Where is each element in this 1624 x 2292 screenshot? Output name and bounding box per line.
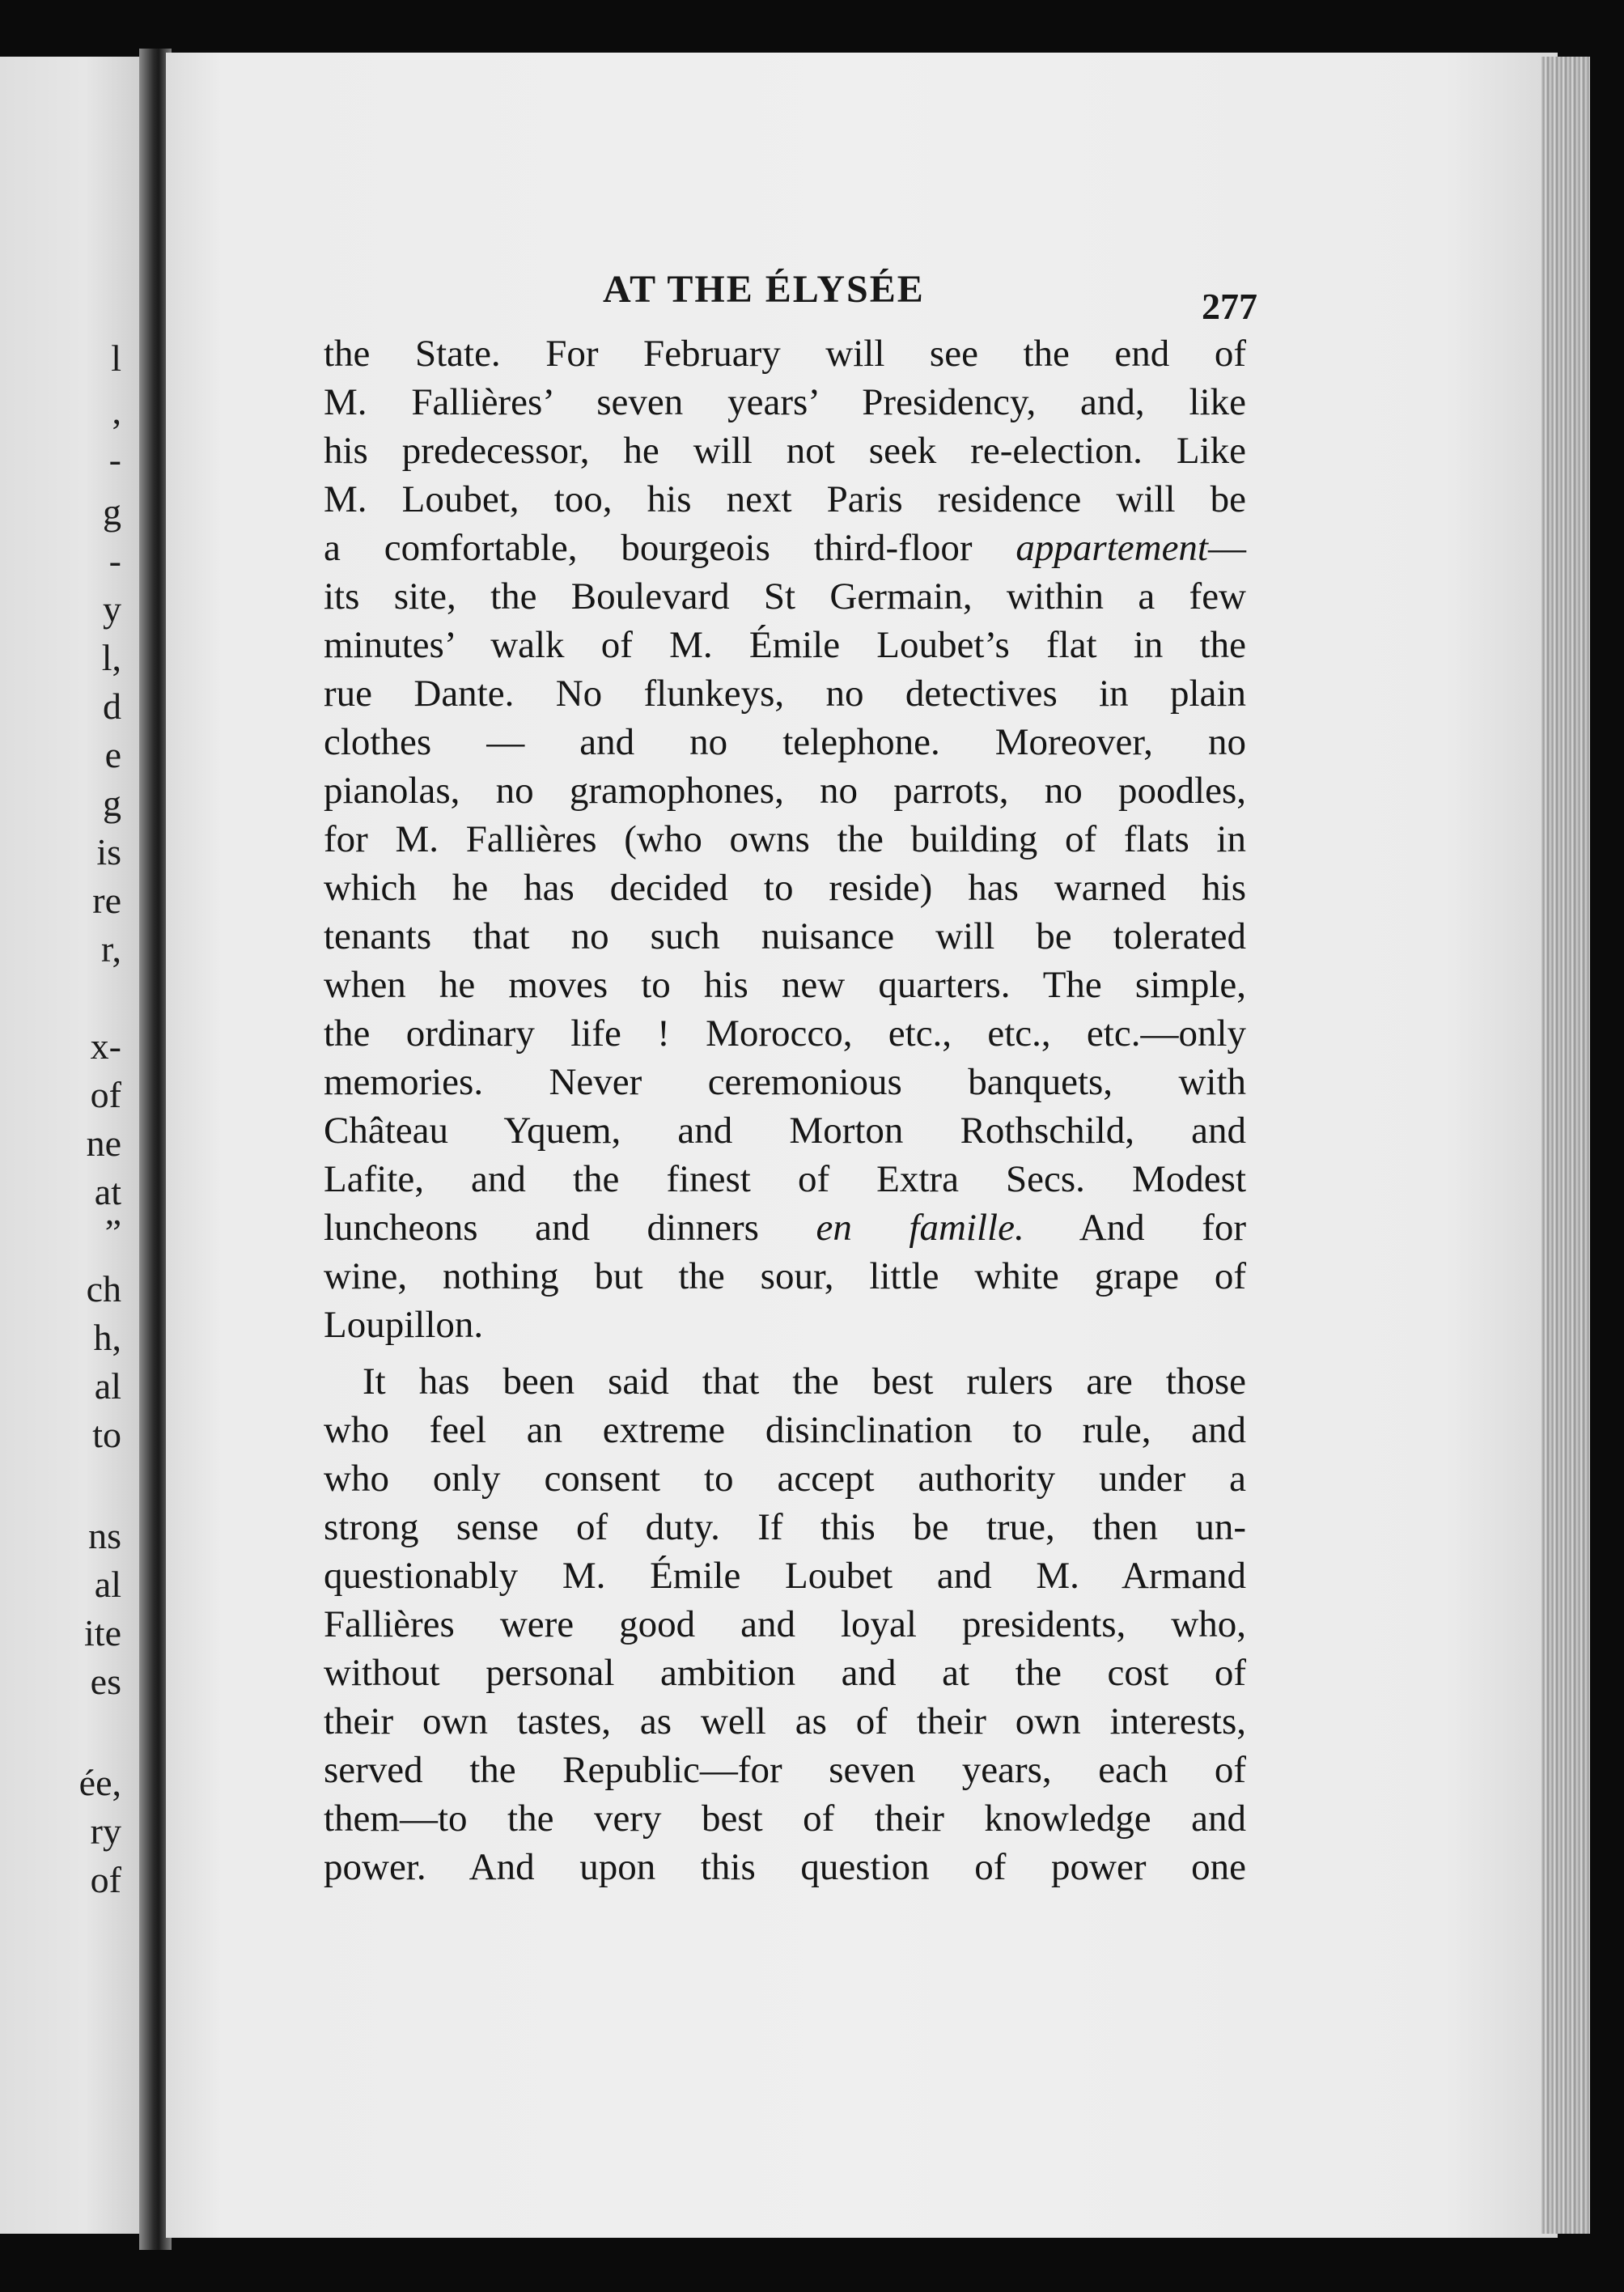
text-line: without personal ambition and at the cost of xyxy=(324,1652,1246,1694)
left-fragment: ” xyxy=(104,1212,121,1253)
left-fragment: ry xyxy=(90,1810,121,1852)
left-fragment: r, xyxy=(101,928,121,970)
left-fragment: at xyxy=(94,1171,121,1212)
text-line: power. And upon this question of power one xyxy=(324,1846,1246,1888)
text-line: clothes — and no telephone. Moreover, no xyxy=(324,721,1246,763)
text-line xyxy=(324,1206,1246,1250)
left-fragment: l, xyxy=(101,637,121,678)
text-line: their own tastes, as well as of their own interests, xyxy=(324,1700,1246,1742)
text-line: rue Dante. No flunkeys, no detectives in plain xyxy=(324,673,1246,715)
running-header: AT THE ÉLYSÉE xyxy=(603,268,925,311)
left-fragment: of xyxy=(90,1859,121,1900)
left-fragment: to xyxy=(92,1414,121,1455)
text-line: its site, the Boulevard St Germain, within a few xyxy=(324,575,1246,618)
text-line: It has been said that the best rulers are those xyxy=(363,1360,1246,1403)
text-line: the ordinary life ! Morocco, etc., etc., etc.—only xyxy=(324,1012,1246,1055)
left-fragment: es xyxy=(90,1661,121,1702)
scan-border xyxy=(1590,0,1624,2292)
text-line: served the Republic—for seven years, each of xyxy=(324,1749,1246,1791)
text-line: Loupillon. xyxy=(324,1304,484,1346)
page-number: 277 xyxy=(1202,286,1257,327)
text-line: strong sense of duty. If this be true, then un- xyxy=(324,1506,1246,1548)
text-line: tenants that no such nuisance will be tolerated xyxy=(324,915,1246,957)
left-fragment: ne xyxy=(86,1123,121,1164)
text-line: when he moves to his new quarters. The simple, xyxy=(324,964,1246,1006)
text-line: Fallières were good and loyal presidents, who, xyxy=(324,1603,1246,1645)
left-fragment: re xyxy=(92,880,121,921)
left-fragment: , xyxy=(112,390,121,431)
text-line: for M. Fallières (who owns the building of flats in xyxy=(324,818,1246,860)
left-fragment: ch xyxy=(86,1268,121,1309)
text-line: pianolas, no gramophones, no parrots, no poodles, xyxy=(324,770,1246,812)
text-line: M. Loubet, too, his next Paris residence will be xyxy=(324,478,1246,520)
text-line: his predecessor, he will not seek re-election. Like xyxy=(324,430,1246,472)
left-fragment: ns xyxy=(88,1515,121,1556)
left-fragment: ite xyxy=(84,1612,121,1653)
left-fragment: d xyxy=(103,685,121,727)
text-line: them—to the very best of their knowledge and xyxy=(324,1798,1246,1840)
left-fragment: ée, xyxy=(78,1762,121,1803)
text-line: the State. For February will see the end of xyxy=(324,333,1246,375)
text-line xyxy=(324,526,1246,571)
text-line: Lafite, and the finest of Extra Secs. Modest xyxy=(324,1158,1246,1200)
left-fragment: al xyxy=(94,1365,121,1407)
left-fragment: e xyxy=(104,734,121,775)
left-fragment: x- xyxy=(90,1025,121,1067)
left-fragment: y xyxy=(103,588,121,630)
text-line: which he has decided to reside) has warned his xyxy=(324,867,1246,909)
text-line: who only consent to accept authority under a xyxy=(324,1458,1246,1500)
text-line-display: a comfortable, bourgeois third-floor appartement— xyxy=(324,527,1246,569)
left-fragment: l xyxy=(111,337,121,379)
text-line: wine, nothing but the sour, little white grape of xyxy=(324,1255,1246,1297)
text-line: questionably M. Émile Loubet and M. Armand xyxy=(324,1555,1246,1597)
left-fragment: is xyxy=(96,831,121,872)
text-line: memories. Never ceremonious banquets, with xyxy=(324,1061,1246,1103)
text-line: M. Fallières’ seven years’ Presidency, and, like xyxy=(324,381,1246,423)
text-line-display: luncheons and dinners en famille. And for xyxy=(324,1207,1247,1249)
left-fragment: h, xyxy=(93,1317,121,1358)
left-fragment: - xyxy=(108,439,121,480)
text-line: Château Yquem, and Morton Rothschild, and xyxy=(324,1110,1246,1152)
left-fragment: g xyxy=(103,491,121,533)
text-line: who feel an extreme disinclination to rule, and xyxy=(324,1409,1246,1451)
page-edges xyxy=(1541,57,1590,2234)
left-fragment: g xyxy=(103,783,121,824)
left-fragment: - xyxy=(108,540,121,581)
text-line: minutes’ walk of M. Émile Loubet’s flat in the xyxy=(324,624,1246,666)
left-fragment: of xyxy=(90,1074,121,1115)
left-fragment: al xyxy=(94,1564,121,1605)
